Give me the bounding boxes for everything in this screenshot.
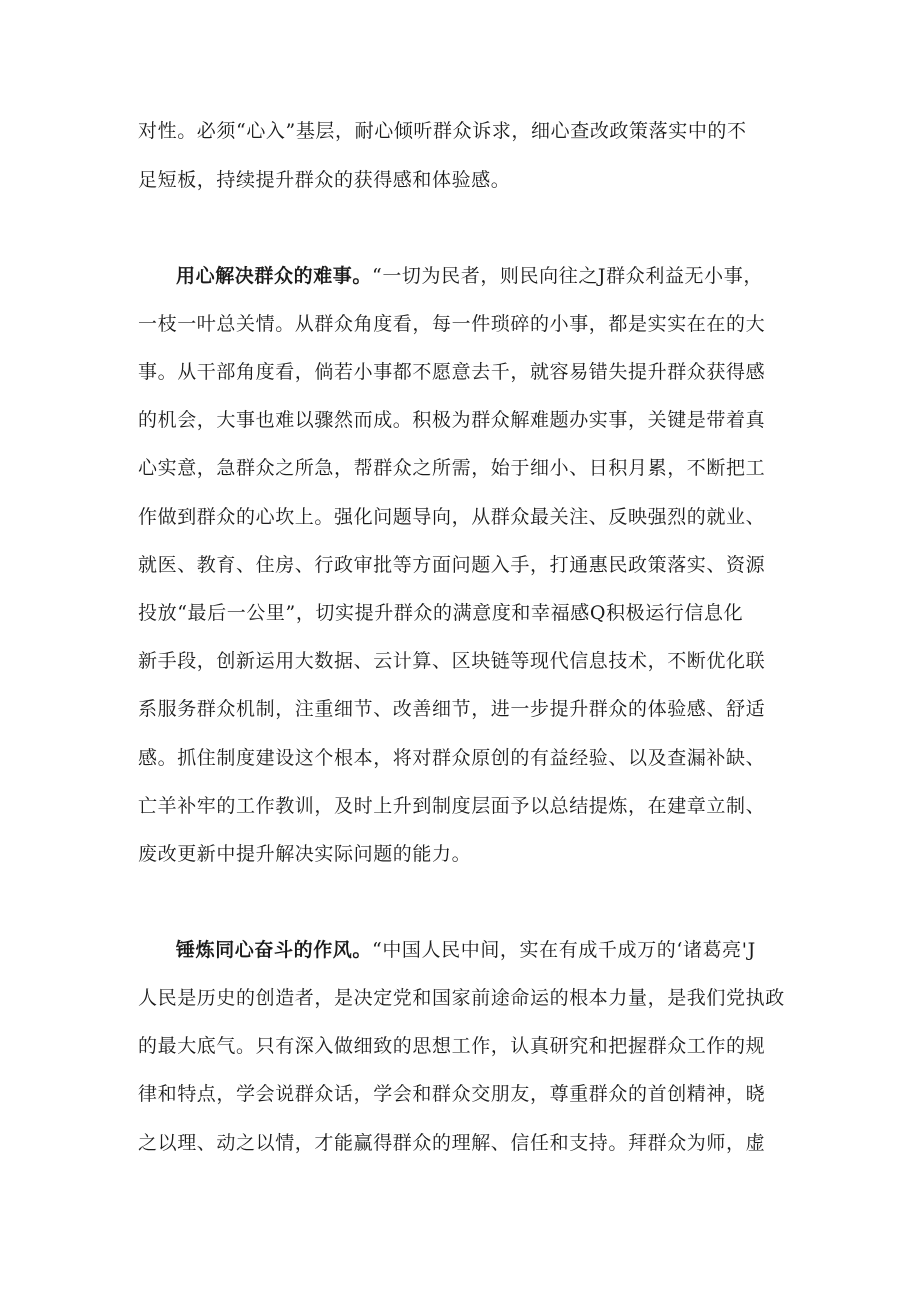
paragraph-1-line-2: 足短板，持续提升群众的获得感和体验感。 [138, 169, 511, 191]
paragraph-2-first-line [176, 264, 788, 288]
paragraph-1-line-1: 对性。必须“心入”基层，耐心倾听群众诉求，细心查改政策落实中的不 [138, 120, 747, 142]
paragraph-3-heading: 锤炼同心奋斗的作风。 [176, 939, 373, 961]
paragraph-3-line: 律和特点，学会说群众话，学会和群众交朋友，尊重群众的首创精神，晓 [138, 1083, 766, 1105]
paragraph-3-first-line-text: “中国人民中间，实在有成千成万的‘诸葛亮'J [372, 939, 756, 961]
paragraph-2-heading: 用心解决群众的难事。 [176, 265, 373, 287]
paragraph-2-line: 的机会，大事也难以骤然而成。积极为群众解难题办实事，关键是带着真 [138, 409, 766, 431]
paragraph-2-line: 废改更新中提升解决实际问题的能力。 [138, 843, 472, 865]
paragraph-2-first-line-text: “一切为民者，则民向往之J群众利益无小事， [372, 265, 763, 287]
paragraph-2-line: 一枝一叶总关情。从群众角度看，每一件琐碎的小事，都是实实在在的大 [138, 313, 766, 335]
paragraph-2-line: 投放“最后一公里”，切实提升群众的满意度和幸福感Q积极运行信息化 [138, 602, 744, 624]
paragraph-3-line: 之以理、动之以情，才能赢得群众的理解、信任和支持。拜群众为师，虚 [138, 1132, 766, 1154]
paragraph-2-line: 心实意，急群众之所急，帮群众之所需，始于细小、日积月累，不断把工 [138, 457, 766, 479]
paragraph-2-line: 系服务群众机制，注重细节、改善细节，进一步提升群众的体验感、舒适 [138, 698, 766, 720]
paragraph-2-line: 感。抓住制度建设这个根本，将对群众原创的有益经验、以及查漏补缺、 [138, 747, 766, 769]
paragraph-3-first-line [176, 938, 788, 962]
paragraph-3-line: 人民是历史的创造者，是决定党和国家前途命运的根本力量，是我们党执政 [138, 987, 785, 1009]
paragraph-2-line: 亡羊补牢的工作教训，及时上升到制度层面予以总结提炼，在建章立制、 [138, 795, 766, 817]
paragraph-2-line: 新手段，创新运用大数据、云计算、区块链等现代信息技术，不断优化联 [138, 650, 766, 672]
paragraph-2-line: 事。从干部角度看，倘若小事都不愿意去千，就容易错失提升群众获得感 [138, 361, 766, 383]
paragraph-2-line: 就医、教育、住房、行政审批等方面问题入手，打通惠民政策落实、资源 [138, 554, 766, 576]
paragraph-2-line: 作做到群众的心坎上。强化问题导向，从群众最关注、反映强烈的就业、 [138, 506, 766, 528]
paragraph-3-line: 的最大底气。只有深入做细致的思想工作，认真研究和把握群众工作的规 [138, 1035, 766, 1057]
